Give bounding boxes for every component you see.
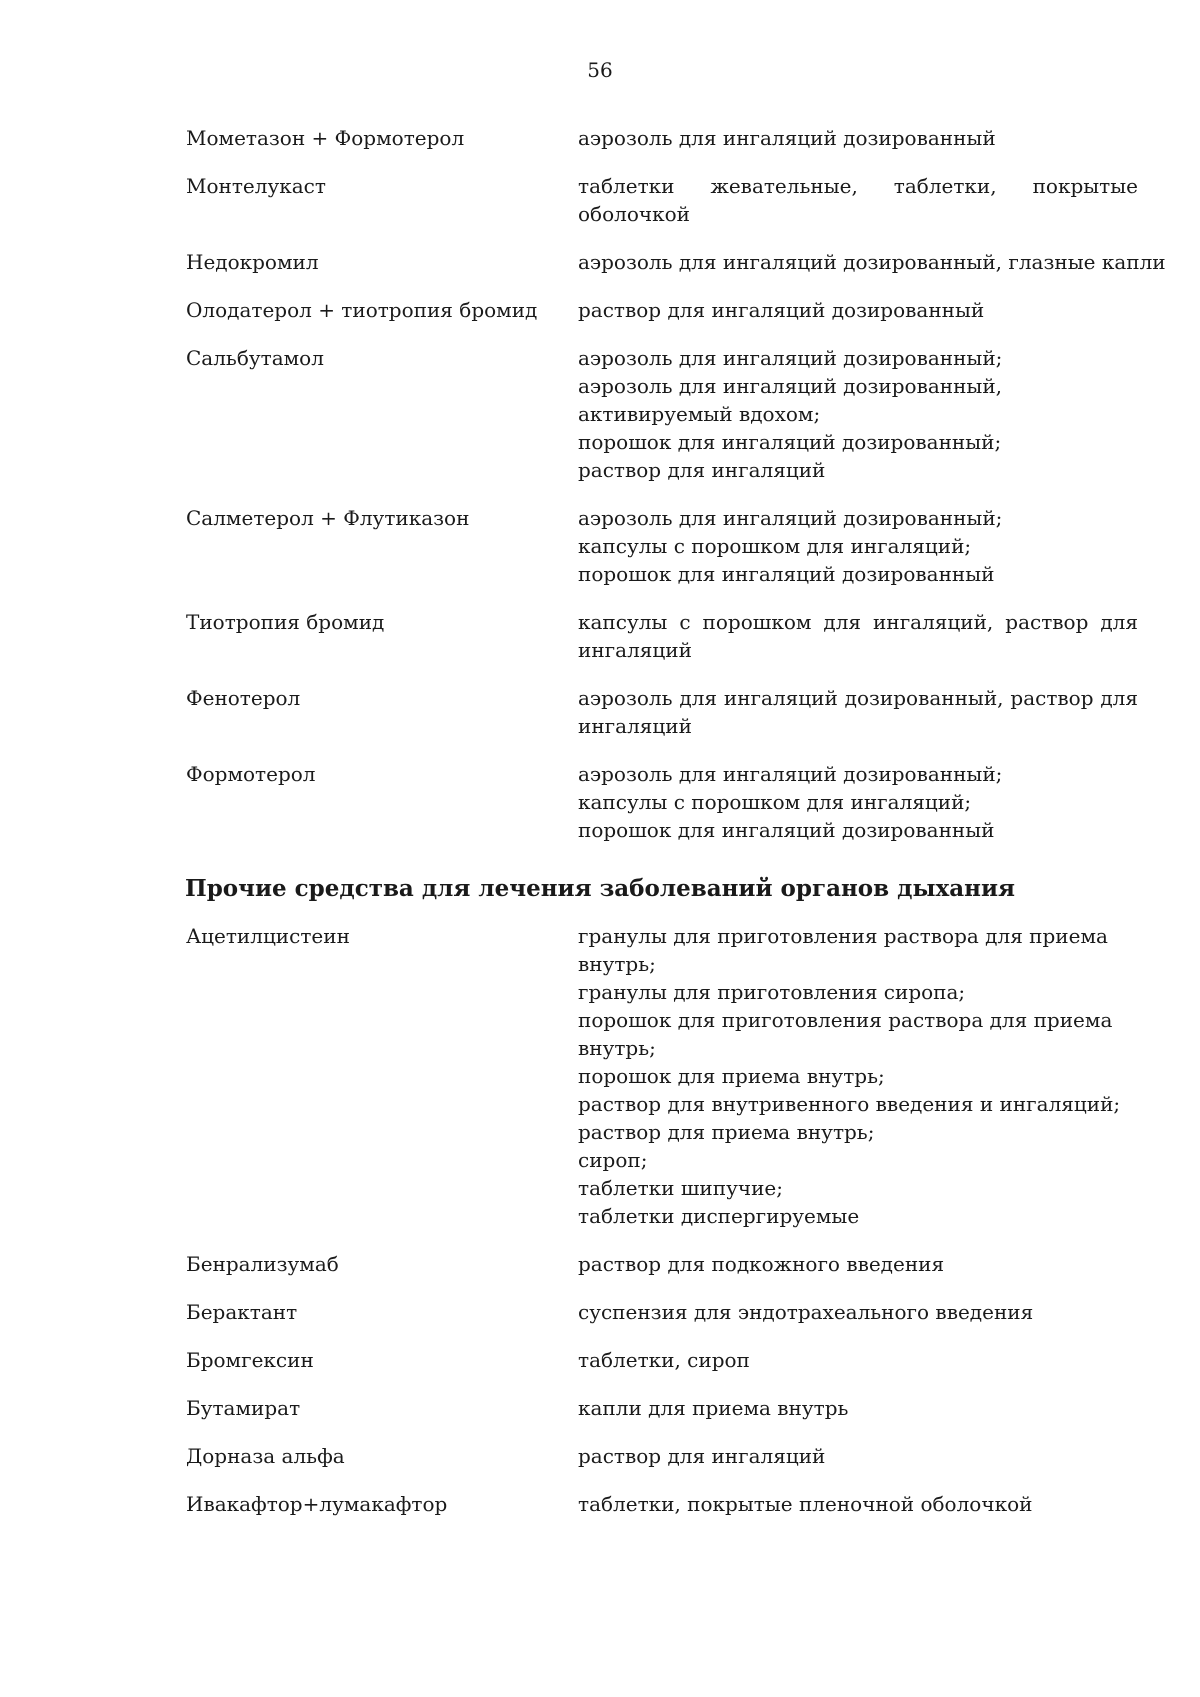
dosage-form-line: капсулы с порошком для ингаляций; [578, 534, 972, 558]
dosage-form-line: порошок для приготовления раствора для приема [578, 1008, 1113, 1032]
dosage-forms [578, 1490, 1138, 1518]
dosage-form-line: порошок для ингаляций дозированный [578, 818, 995, 842]
dosage-forms [578, 608, 1138, 664]
dosage-forms [578, 296, 1138, 324]
dosage-forms [578, 1346, 1138, 1374]
dosage-forms [578, 172, 1138, 228]
dosage-form-line: таблетки диспергируемые [578, 1204, 860, 1228]
dosage-form-line: капсулы с порошком для ингаляций, раствор для ингаляций [578, 610, 1138, 662]
dosage-form-line: аэрозоль для ингаляций дозированный; [578, 762, 1003, 786]
dosage-forms [578, 248, 1166, 276]
dosage-form-line: раствор для ингаляций [578, 458, 826, 482]
drug-name: Мометазон + Формотерол [186, 126, 465, 150]
drug-name: Формотерол [186, 762, 316, 786]
dosage-forms [578, 124, 1138, 152]
dosage-form-line: суспензия для эндотрахеального введения [578, 1300, 1034, 1324]
dosage-forms [578, 344, 1138, 484]
drug-name: Бутамират [186, 1396, 301, 1420]
drug-name: Недокромил [186, 250, 319, 274]
table-row [186, 608, 1138, 684]
dosage-form-line: активируемый вдохом; [578, 402, 821, 426]
table-row [186, 922, 1138, 1250]
dosage-forms [578, 922, 1138, 1230]
dosage-form-line: сироп; [578, 1148, 648, 1172]
dosage-forms [578, 684, 1138, 740]
drug-name: Ивакафтор+лумакафтор [186, 1492, 448, 1516]
drug-name: Фенотерол [186, 686, 301, 710]
dosage-form-line: порошок для приема внутрь; [578, 1064, 885, 1088]
drug-name: Сальбутамол [186, 346, 324, 370]
dosage-form-line: раствор для подкожного введения [578, 1252, 945, 1276]
dosage-form-line: капли для приема внутрь [578, 1396, 849, 1420]
dosage-form-line: аэрозоль для ингаляций дозированный, глазные капли [578, 250, 1166, 274]
dosage-form-line: порошок для ингаляций дозированный [578, 562, 995, 586]
drug-name: Бромгексин [186, 1348, 314, 1372]
drug-name: Олодатерол + тиотропия бромид [186, 298, 538, 322]
table-row [186, 1346, 1138, 1394]
dosage-forms [578, 1250, 1138, 1278]
table-row [186, 684, 1138, 760]
dosage-form-line: раствор для ингаляций [578, 1444, 826, 1468]
dosage-form-line: таблетки шипучие; [578, 1176, 783, 1200]
table-row [186, 504, 1138, 608]
table-row [186, 760, 1138, 844]
dosage-form-line: внутрь; [578, 1036, 656, 1060]
dosage-form-line: аэрозоль для ингаляций дозированный [578, 126, 996, 150]
dosage-forms [578, 1298, 1138, 1326]
drug-name: Салметерол + Флутиказон [186, 506, 470, 530]
dosage-form-line: таблетки, покрытые пленочной оболочкой [578, 1492, 1033, 1516]
dosage-form-line: аэрозоль для ингаляций дозированный, раствор для ингаляций [578, 686, 1138, 738]
dosage-form-line: раствор для ингаляций дозированный [578, 298, 985, 322]
table-row [186, 248, 1166, 296]
drug-name: Ацетилцистеин [186, 924, 350, 948]
dosage-form-line: капсулы с порошком для ингаляций; [578, 790, 972, 814]
table-row [186, 124, 1138, 172]
drug-list-section-2 [186, 922, 1138, 1538]
dosage-form-line: раствор для внутривенного введения и ингаляций; [578, 1092, 1121, 1116]
table-row [186, 1394, 1138, 1442]
dosage-form-line: таблетки, сироп [578, 1348, 750, 1372]
dosage-forms [578, 1442, 1138, 1470]
dosage-form-line: раствор для приема внутрь; [578, 1120, 875, 1144]
dosage-form-line: аэрозоль для ингаляций дозированный, [578, 374, 1003, 398]
drug-name: Дорназа альфа [186, 1444, 345, 1468]
table-row [186, 1298, 1138, 1346]
table-row [186, 296, 1138, 344]
drug-name: Монтелукаст [186, 174, 326, 198]
table-row [186, 1442, 1138, 1490]
dosage-form-line: гранулы для приготовления раствора для приема [578, 924, 1108, 948]
drug-name: Тиотропия бромид [186, 610, 385, 634]
table-row [186, 1250, 1138, 1298]
drug-name: Бенрализумаб [186, 1252, 339, 1276]
table-row [186, 172, 1138, 248]
table-row [186, 1490, 1138, 1538]
dosage-form-line: порошок для ингаляций дозированный; [578, 430, 1002, 454]
dosage-form-line: таблетки жевательные, таблетки, покрытые оболочкой [578, 174, 1138, 226]
dosage-forms [578, 504, 1138, 588]
table-row [186, 344, 1138, 504]
dosage-forms [578, 760, 1138, 844]
dosage-form-line: аэрозоль для ингаляций дозированный; [578, 506, 1003, 530]
dosage-form-line: внутрь; [578, 952, 656, 976]
dosage-form-line: гранулы для приготовления сиропа; [578, 980, 966, 1004]
drug-list-section-1 [186, 124, 1166, 844]
section-heading: Прочие средства для лечения заболеваний органов дыхания [184, 875, 1016, 902]
dosage-forms [578, 1394, 1138, 1422]
drug-name: Берактант [186, 1300, 298, 1324]
page-number: 56 [587, 58, 613, 82]
dosage-form-line: аэрозоль для ингаляций дозированный; [578, 346, 1003, 370]
